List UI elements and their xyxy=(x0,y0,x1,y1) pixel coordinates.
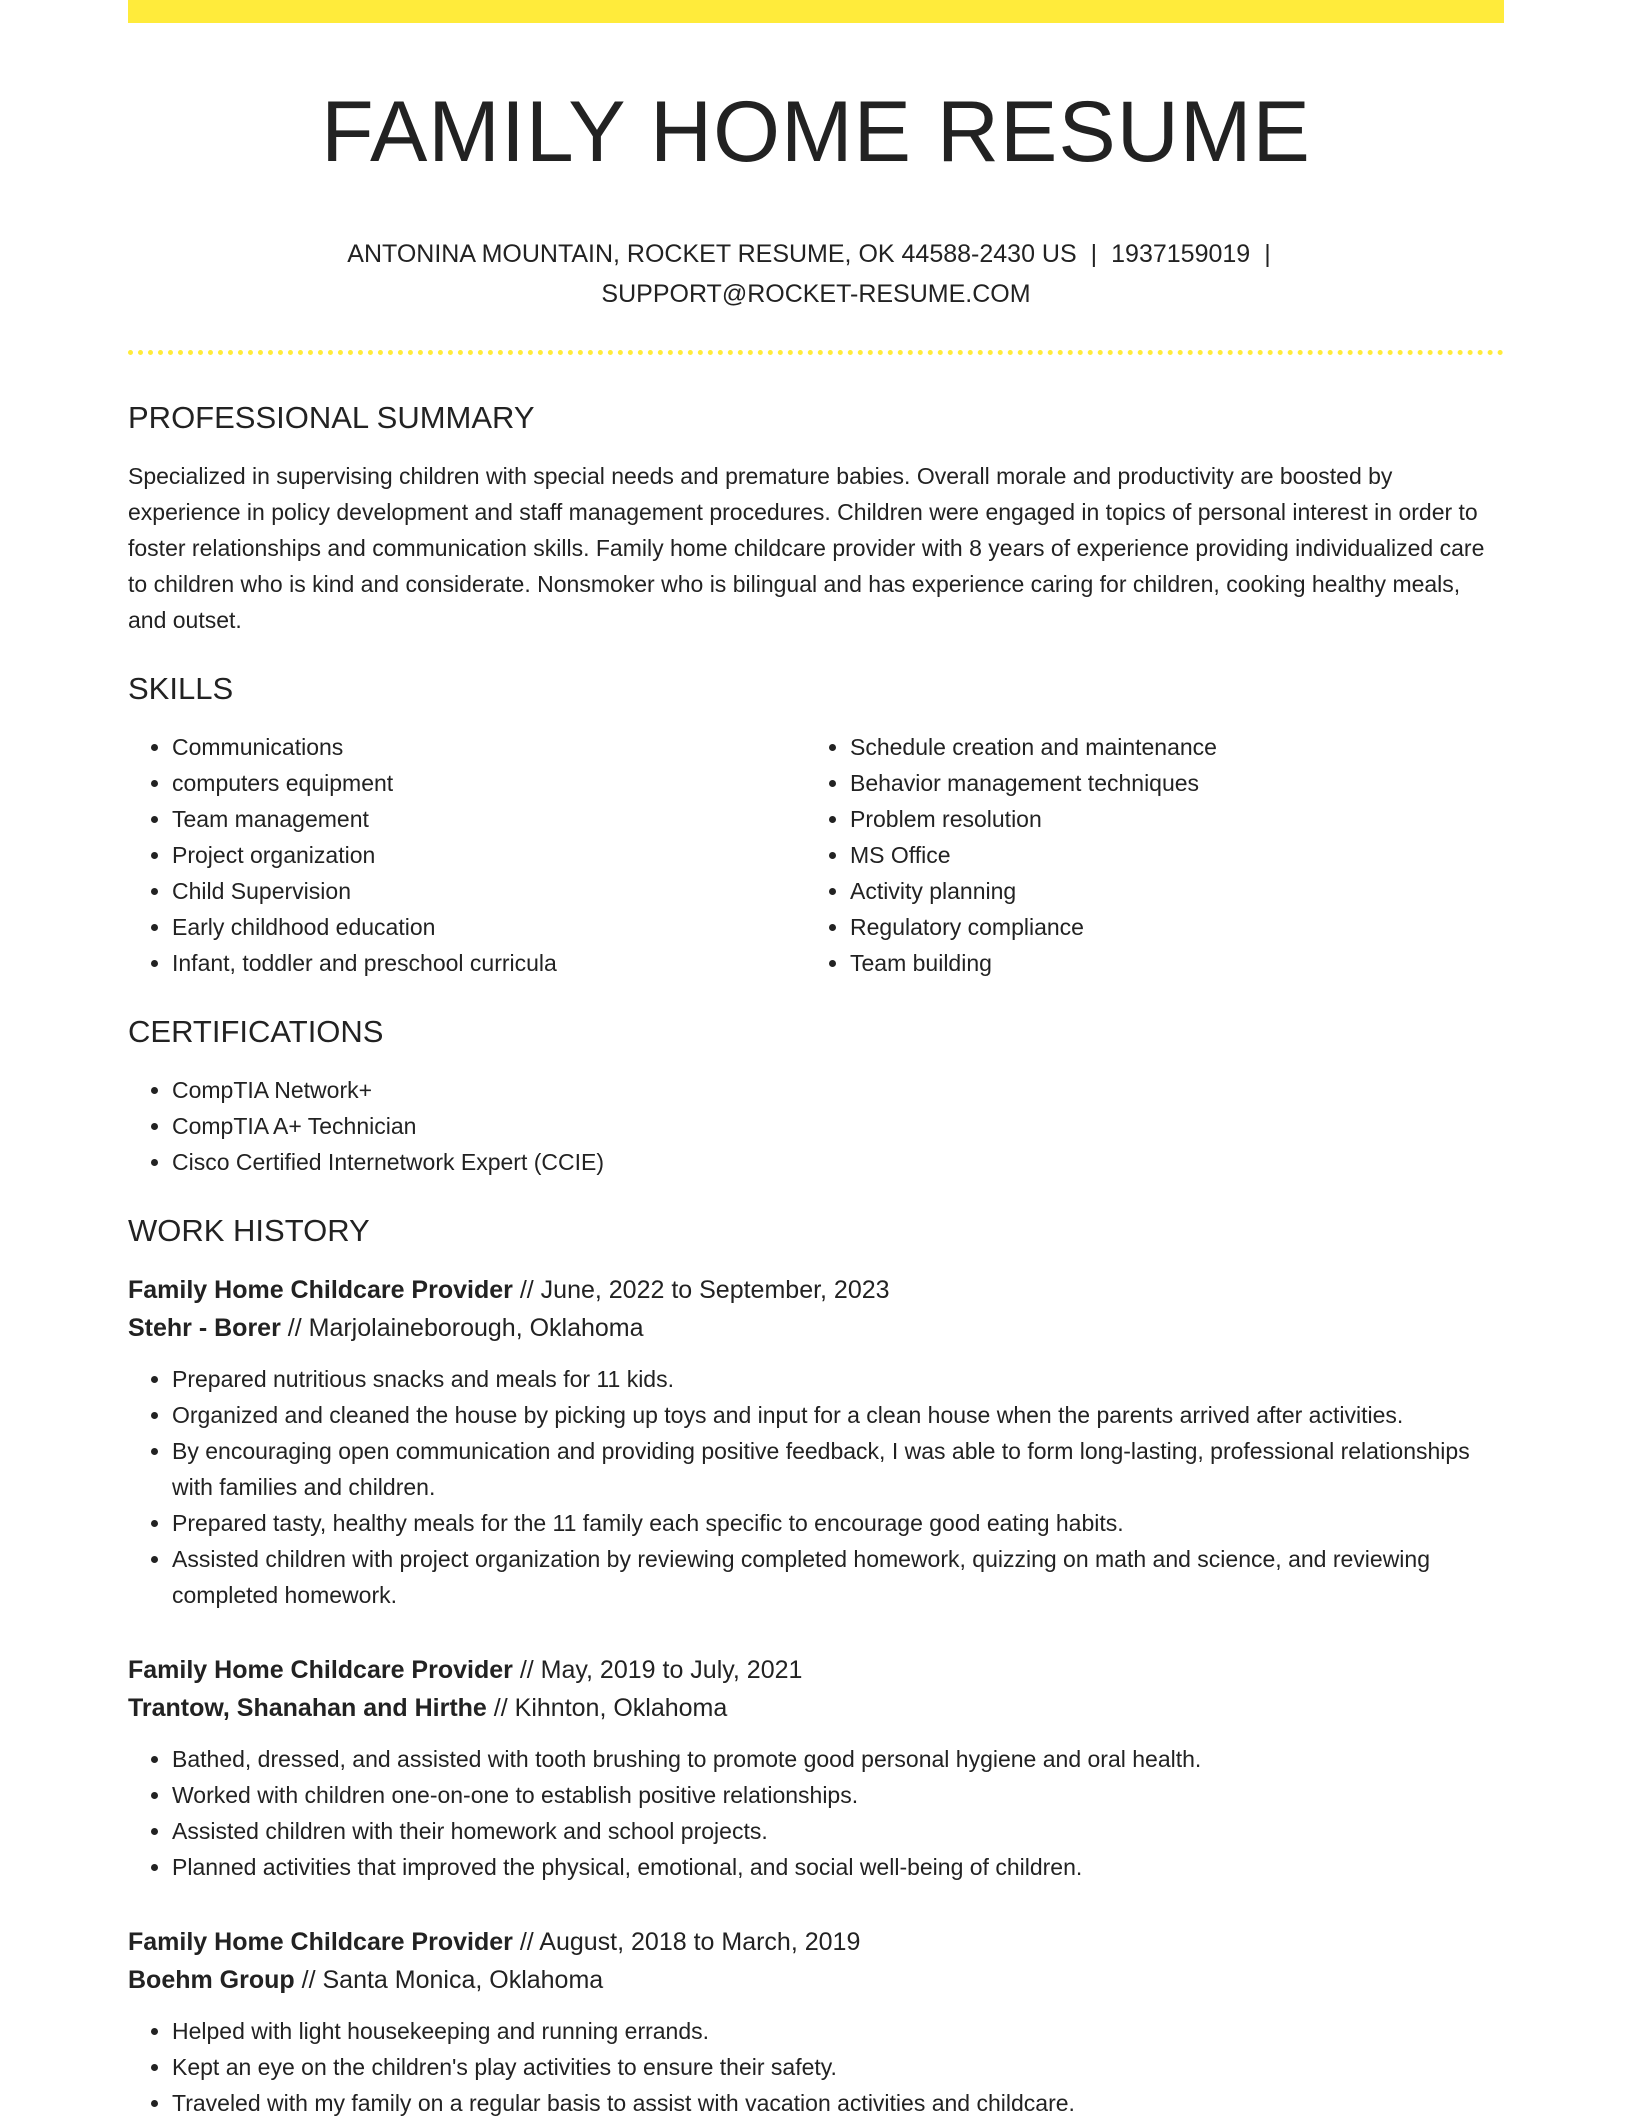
job-separator: // xyxy=(493,1694,508,1723)
skills-columns xyxy=(128,729,1504,981)
job-bullet: • By encouraging open communication and providing positive feedback, I was able to form long-lasting, professional relationships with families and children. xyxy=(172,1433,1504,1505)
contact-phone: 1937159019 xyxy=(1111,239,1251,268)
skill-item: • computers equipment xyxy=(172,765,816,801)
skill-item: • Schedule creation and maintenance xyxy=(850,729,1504,765)
job-separator: // xyxy=(519,1928,534,1957)
skill-item: • Child Supervision xyxy=(172,873,816,909)
skills-list-right xyxy=(816,729,1504,981)
job-dates: May, 2019 to July, 2021 xyxy=(540,1656,803,1685)
job-dates: June, 2022 to September, 2023 xyxy=(540,1276,890,1305)
job-company: Trantow, Shanahan and Hirthe xyxy=(128,1694,487,1723)
job-separator: // xyxy=(519,1656,534,1685)
contact-separator: | xyxy=(1264,239,1271,268)
job-company: Stehr - Borer xyxy=(128,1314,281,1343)
job-bullet: • Traveled with my family on a regular basis to assist with vacation activities and childcare. xyxy=(172,2085,1504,2121)
job-location: Marjolaineborough, Oklahoma xyxy=(308,1314,644,1343)
job-bullet: • Bathed, dressed, and assisted with tooth brushing to promote good personal hygiene and oral health. xyxy=(172,1741,1504,1777)
certifications-heading: CERTIFICATIONS xyxy=(128,1013,384,1049)
skill-item: • Behavior management techniques xyxy=(850,765,1504,801)
job-separator: // xyxy=(519,1276,534,1305)
job-bullets xyxy=(128,2013,1504,2121)
job-title-line xyxy=(128,1923,1504,1961)
skill-item: • Problem resolution xyxy=(850,801,1504,837)
skill-item: • Team building xyxy=(850,945,1504,981)
contact-separator: | xyxy=(1090,239,1098,268)
job-entry xyxy=(128,1271,1504,1613)
work-history-heading: WORK HISTORY xyxy=(128,1213,370,1249)
summary-heading: PROFESSIONAL SUMMARY xyxy=(128,399,535,435)
job-separator: // xyxy=(301,1966,316,1995)
summary-text: Specialized in supervising children with special needs and premature babies. Overall morale and productivity are boosted by experience in policy development and staff management procedures. Children were engaged in topics of personal interest in order to foster relationships and communication skills. Family home childcare provider with 8 years of experience providing individualized care to children who is kind and considerate. Nonsmoker who is bilingual and has experience caring for children, cooking healthy meals, and outset. xyxy=(128,462,1485,633)
resume-page xyxy=(128,0,1504,2121)
certification-item: • Cisco Certified Internetwork Expert (CCIE) xyxy=(172,1144,1504,1180)
certification-item: • CompTIA Network+ xyxy=(172,1072,1504,1108)
job-bullet: • Assisted children with their homework and school projects. xyxy=(172,1813,1504,1849)
contact-info xyxy=(128,234,1504,314)
job-bullet: • Helped with light housekeeping and running errands. xyxy=(172,2013,1504,2049)
work-history-section xyxy=(128,1212,1504,2121)
resume-title: FAMILY HOME RESUME xyxy=(321,84,1311,180)
skill-item: • Regulatory compliance xyxy=(850,909,1504,945)
job-dates: August, 2018 to March, 2019 xyxy=(539,1928,861,1957)
job-bullet: • Kept an eye on the children's play activities to ensure their safety. xyxy=(172,2049,1504,2085)
certifications-section xyxy=(128,1013,1504,1180)
job-entry xyxy=(128,1651,1504,1885)
skill-item: • Project organization xyxy=(172,837,816,873)
job-bullet: • Worked with children one-on-one to establish positive relationships. xyxy=(172,1777,1504,1813)
skill-item: • Infant, toddler and preschool curricula xyxy=(172,945,816,981)
contact-email: SUPPORT@ROCKET-RESUME.COM xyxy=(601,279,1031,308)
job-company-line xyxy=(128,1309,1504,1347)
job-title: Family Home Childcare Provider xyxy=(128,1276,513,1305)
job-title: Family Home Childcare Provider xyxy=(128,1656,513,1685)
job-bullet: • Prepared nutritious snacks and meals for 11 kids. xyxy=(172,1361,1504,1397)
certification-item: • CompTIA A+ Technician xyxy=(172,1108,1504,1144)
top-accent-bar xyxy=(128,0,1504,23)
contact-address: ANTONINA MOUNTAIN, ROCKET RESUME, OK 44588-2430 US xyxy=(347,239,1077,268)
skills-section xyxy=(128,670,1504,981)
summary-section xyxy=(128,399,1504,638)
job-title-line xyxy=(128,1271,1504,1309)
job-location: Santa Monica, Oklahoma xyxy=(322,1966,604,1995)
job-entry xyxy=(128,1923,1504,2121)
job-location: Kihnton, Oklahoma xyxy=(514,1694,728,1723)
job-bullet: • Assisted children with project organization by reviewing completed homework, quizzing on math and science, and reviewing completed homework. xyxy=(172,1541,1504,1613)
job-bullet: • Planned activities that improved the physical, emotional, and social well-being of children. xyxy=(172,1849,1504,1885)
job-company-line xyxy=(128,1689,1504,1727)
job-bullet: • Organized and cleaned the house by picking up toys and input for a clean house when the parents arrived after activities. xyxy=(172,1397,1504,1433)
skills-heading: SKILLS xyxy=(128,670,234,706)
job-company-line xyxy=(128,1961,1504,1999)
job-bullet: • Prepared tasty, healthy meals for the 11 family each specific to encourage good eating habits. xyxy=(172,1505,1504,1541)
certifications-list xyxy=(128,1072,1504,1180)
job-bullets xyxy=(128,1361,1504,1613)
skills-list-left xyxy=(128,729,816,981)
job-separator: // xyxy=(287,1314,302,1343)
skill-item: • MS Office xyxy=(850,837,1504,873)
job-company: Boehm Group xyxy=(128,1966,295,1995)
job-title-line xyxy=(128,1651,1504,1689)
dotted-divider xyxy=(128,350,1504,355)
skill-item: • Activity planning xyxy=(850,873,1504,909)
skill-item: • Communications xyxy=(172,729,816,765)
job-bullets xyxy=(128,1741,1504,1885)
skill-item: • Early childhood education xyxy=(172,909,816,945)
skill-item: • Team management xyxy=(172,801,816,837)
job-title: Family Home Childcare Provider xyxy=(128,1928,513,1957)
